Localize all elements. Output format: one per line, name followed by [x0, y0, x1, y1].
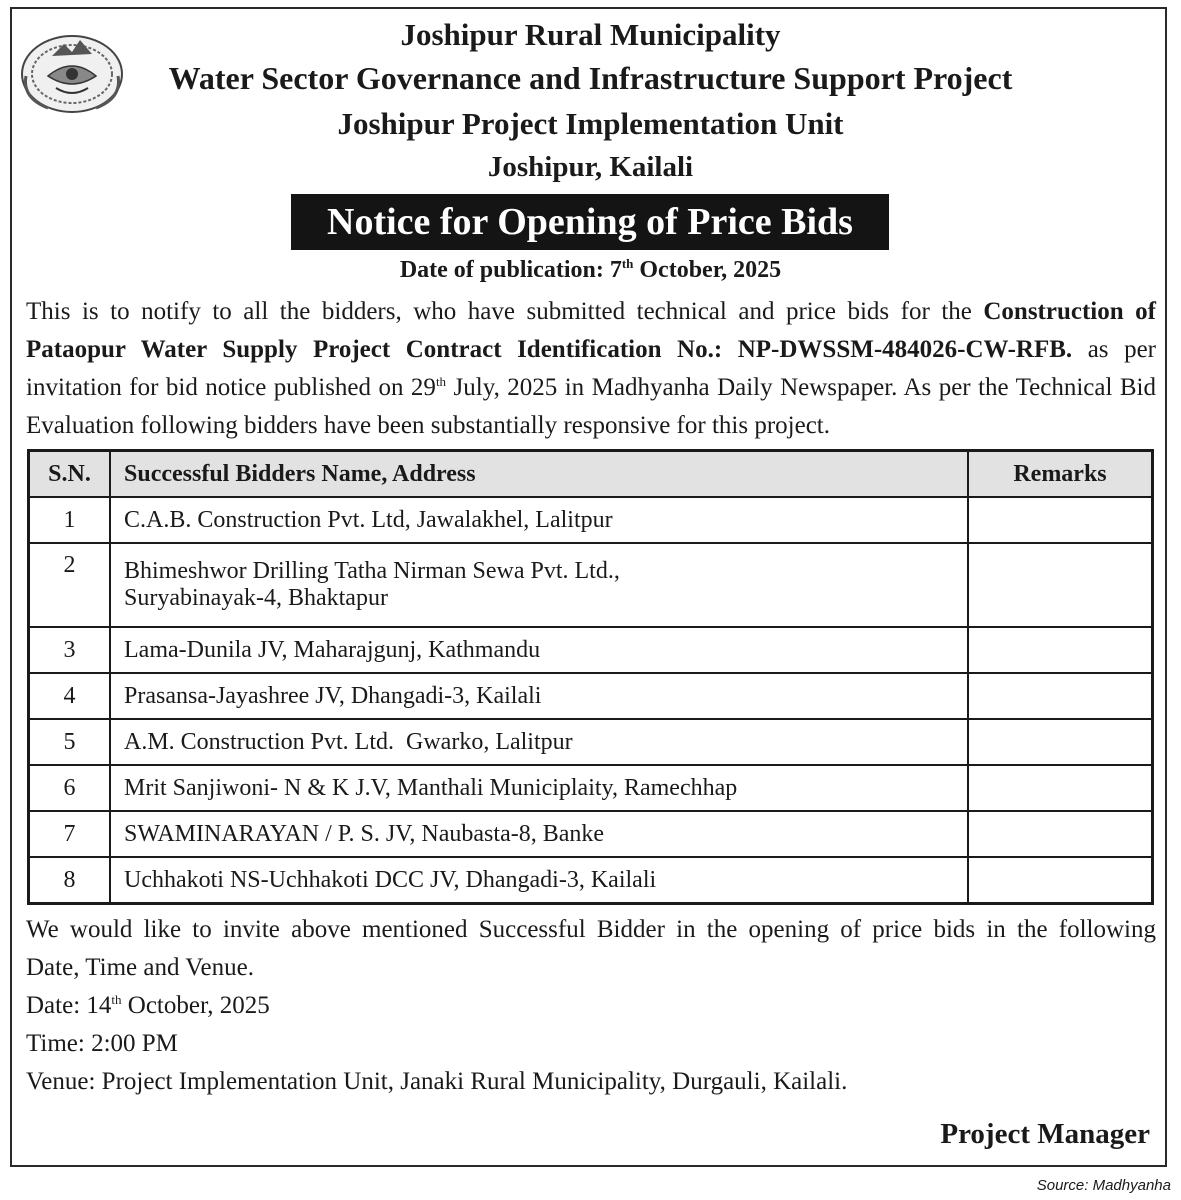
project-name: Water Sector Governance and Infrastructure Support Project	[168, 60, 1013, 96]
bidders-table	[27, 449, 1154, 905]
row-sn: 7	[29, 811, 111, 857]
invitation-text: We would like to invite above mentioned Successful Bidder in the opening of price bids in the following	[26, 916, 1156, 943]
row-remarks	[968, 719, 1153, 765]
intro-paragraph: This is to notify to all the bidders, who have submitted technical and price bids for the Construction of Pataopur Water Supply Project Contract Identification No.: NP-DWSSM-484026-CW-RFB. as per invitation for bid notice published on 29th July, 2025 in Madhyanha Daily Newspaper. As per the Technical Bid Evaluation following bidders have been substantially responsive for this project.	[26, 298, 1156, 439]
location: Joshipur, Kailali	[487, 151, 694, 183]
row-bidder: Uchhakoti NS-Uchhakoti DCC JV, Dhangadi-3, Kailali	[110, 857, 968, 904]
row-sn: 4	[29, 673, 111, 719]
row-sn: 8	[29, 857, 111, 904]
row-bidder: Bhimeshwor Drilling Tatha Nirman Sewa Pvt. Ltd., Suryabinayak-4, Bhaktapur	[110, 543, 968, 627]
invitation-text-continued: Date, Time and Venue.	[26, 954, 254, 981]
notice-title: Notice for Opening of Price Bids	[291, 194, 889, 250]
header-sn: S.N.	[29, 451, 111, 498]
row-remarks	[968, 811, 1153, 857]
row-sn: 6	[29, 765, 111, 811]
table-row	[29, 719, 1153, 765]
table-row	[29, 497, 1153, 543]
row-remarks	[968, 627, 1153, 673]
opening-time: Time: 2:00 PM	[26, 1030, 178, 1057]
opening-date: Date: 14th October, 2025	[26, 992, 270, 1019]
row-remarks	[968, 857, 1153, 904]
row-bidder: A.M. Construction Pvt. Ltd. Gwarko, Lalitpur	[110, 719, 968, 765]
row-bidder: SWAMINARAYAN / P. S. JV, Naubasta-8, Banke	[110, 811, 968, 857]
row-bidder: C.A.B. Construction Pvt. Ltd, Jawalakhel, Lalitpur	[110, 497, 968, 543]
opening-venue: Venue: Project Implementation Unit, Janaki Rural Municipality, Durgauli, Kailali.	[26, 1068, 848, 1095]
table-row	[29, 811, 1153, 857]
row-bidder: Prasansa-Jayashree JV, Dhangadi-3, Kailali	[110, 673, 968, 719]
row-sn: 5	[29, 719, 111, 765]
row-sn: 3	[29, 627, 111, 673]
publication-date: Date of publication: 7th October, 2025	[399, 256, 782, 283]
row-remarks	[968, 543, 1153, 627]
municipality-name: Joshipur Rural Municipality	[400, 17, 781, 52]
row-sn: 1	[29, 497, 111, 543]
header-remarks: Remarks	[968, 451, 1153, 498]
row-sn: 2	[29, 543, 111, 627]
table-row	[29, 857, 1153, 904]
signer-title: Project Manager	[940, 1118, 1150, 1150]
row-remarks	[968, 765, 1153, 811]
header-bidder: Successful Bidders Name, Address	[110, 451, 968, 498]
row-bidder: Lama-Dunila JV, Maharajgunj, Kathmandu	[110, 627, 968, 673]
implementation-unit-name: Joshipur Project Implementation Unit	[337, 106, 844, 141]
table-row	[29, 765, 1153, 811]
row-remarks	[968, 497, 1153, 543]
contract-identification: Construction of Pataopur Water Supply Project Contract Identification No.: NP-DWSSM-484026-CW-RFB.	[26, 298, 1156, 363]
row-remarks	[968, 673, 1153, 719]
table-header-row	[29, 451, 1153, 498]
row-bidder: Mrit Sanjiwoni- N & K J.V, Manthali Municiplaity, Ramechhap	[110, 765, 968, 811]
table-row	[29, 543, 1153, 627]
source-credit: Source: Madhyanha	[1036, 1177, 1171, 1194]
table-row	[29, 627, 1153, 673]
table-row	[29, 673, 1153, 719]
